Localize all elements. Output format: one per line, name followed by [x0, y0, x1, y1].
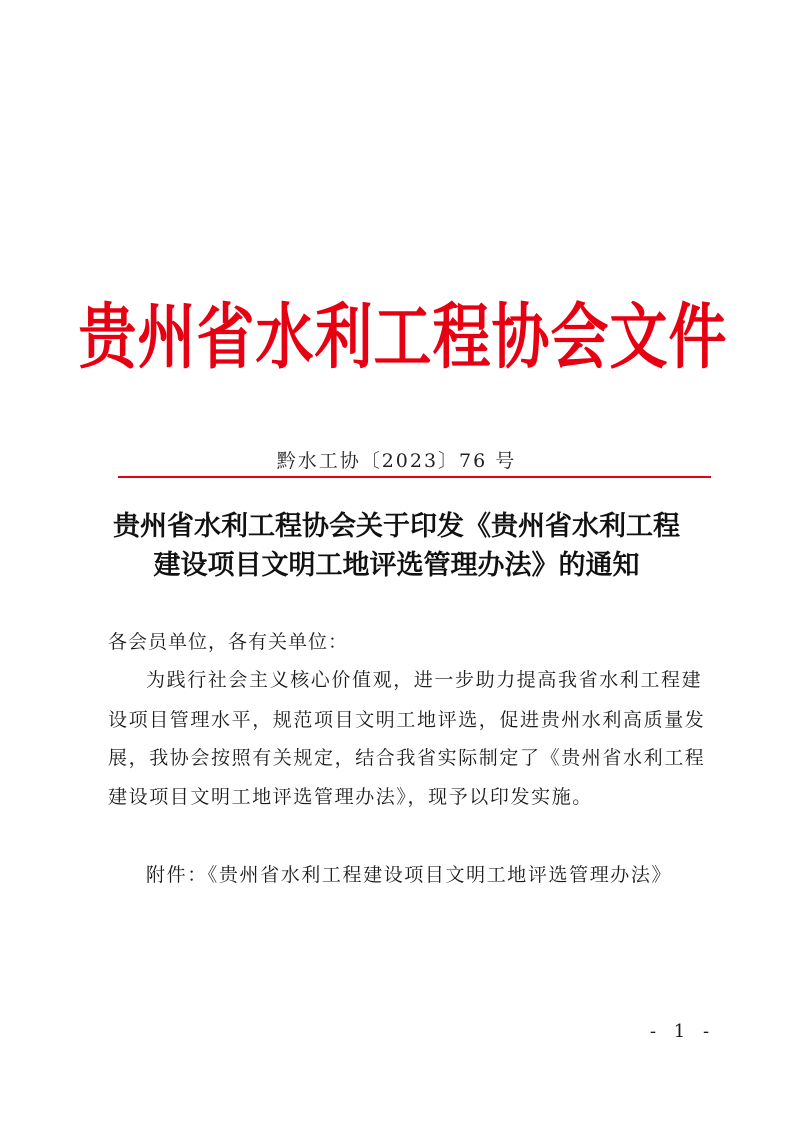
- salutation: 各会员单位，各有关单位：: [108, 631, 349, 653]
- body-paragraph-line-2: 设项目管理水平，规范项目文明工地评选，促进贵州水利高质量发: [108, 709, 706, 731]
- red-divider-line: [118, 476, 711, 478]
- attachment-reference: 附件：《贵州省水利工程建设项目文明工地评选管理办法》: [146, 864, 673, 886]
- page-number: - 1 -: [650, 1021, 716, 1042]
- document-number: 黔水工协〔2023〕76 号: [276, 450, 517, 472]
- notice-title-line-2: 建设项目文明工地评选管理办法》的通知: [153, 550, 640, 581]
- masthead-title: 贵州省水利工程协会文件: [78, 295, 728, 379]
- body-paragraph-line-4: 建设项目文明工地评选管理办法》，现予以印发实施。: [108, 786, 593, 808]
- body-paragraph-line-1: 为践行社会主义核心价值观，进一步助力提高我省水利工程建: [146, 669, 703, 691]
- notice-title-line-1: 贵州省水利工程协会关于印发《贵州省水利工程: [113, 511, 680, 542]
- body-paragraph-line-3: 展，我协会按照有关规定，结合我省实际制定了《贵州省水利工程: [108, 747, 706, 769]
- notice-title: [90, 507, 703, 585]
